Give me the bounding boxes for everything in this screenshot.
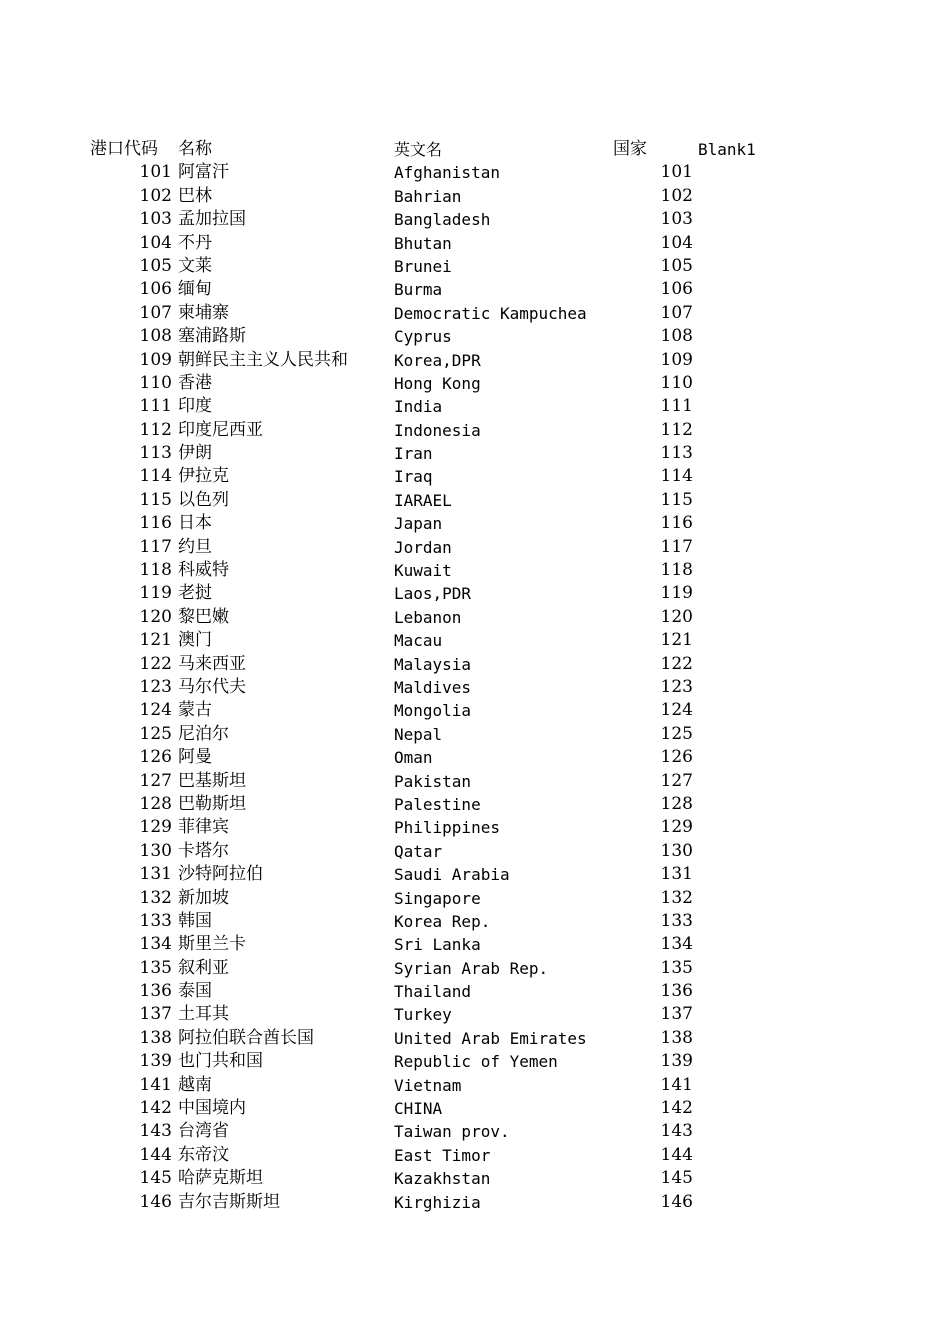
cell-name: 不丹	[178, 232, 212, 253]
cell-country: 105	[660, 255, 693, 276]
cell-code: 101	[139, 162, 172, 183]
cell-english: Brunei	[394, 256, 452, 276]
cell-name: 伊朗	[178, 443, 212, 464]
cell-name: 印度	[178, 396, 212, 417]
cell-code: 106	[139, 279, 172, 300]
cell-english: Republic of Yemen	[394, 1052, 558, 1072]
cell-code: 117	[139, 536, 172, 557]
cell-english: Cyprus	[394, 327, 452, 347]
cell-country: 143	[660, 1121, 693, 1142]
table-row	[0, 746, 950, 769]
cell-code: 121	[139, 630, 172, 651]
cell-name: 巴基斯坦	[178, 770, 246, 791]
cell-name: 巴林	[178, 185, 212, 206]
cell-name: 老挝	[178, 583, 212, 604]
cell-english: Hong Kong	[394, 373, 481, 393]
table-row	[0, 442, 950, 465]
cell-country: 120	[660, 606, 693, 627]
cell-name: 新加坡	[178, 887, 229, 908]
cell-country: 131	[660, 864, 693, 885]
cell-english: Lebanon	[394, 607, 462, 627]
cell-country: 124	[660, 700, 693, 721]
cell-code: 146	[139, 1191, 172, 1212]
cell-english: Iraq	[394, 467, 433, 487]
cell-name: 缅甸	[178, 279, 212, 300]
cell-code: 123	[139, 676, 172, 697]
header-name: 名称	[178, 139, 212, 159]
table-row	[0, 629, 950, 652]
cell-country: 119	[660, 583, 693, 604]
table-row	[0, 840, 950, 863]
cell-country: 115	[660, 489, 693, 510]
cell-code: 125	[139, 723, 172, 744]
table-row	[0, 349, 950, 372]
cell-code: 113	[139, 443, 172, 464]
cell-english: Democratic Kampuchea	[394, 303, 587, 323]
cell-code: 143	[139, 1121, 172, 1142]
table-row	[0, 208, 950, 231]
cell-name: 日本	[178, 513, 212, 534]
table-row	[0, 606, 950, 629]
cell-english: Vietnam	[394, 1075, 462, 1095]
port-code-sheet	[0, 138, 950, 1214]
table-row	[0, 559, 950, 582]
cell-english: Syrian Arab Rep.	[394, 958, 549, 978]
table-row	[0, 395, 950, 418]
cell-name: 越南	[178, 1074, 212, 1095]
cell-code: 139	[139, 1051, 172, 1072]
cell-english: Nepal	[394, 724, 443, 744]
table-row	[0, 536, 950, 559]
cell-english: Bhutan	[394, 233, 452, 253]
cell-code: 109	[139, 349, 172, 370]
cell-country: 111	[660, 396, 693, 417]
cell-name: 叙利亚	[178, 957, 229, 978]
cell-name: 香港	[178, 372, 212, 393]
cell-english: Pakistan	[394, 771, 472, 791]
cell-code: 118	[139, 560, 172, 581]
header-row	[0, 138, 950, 161]
cell-name: 尼泊尔	[178, 723, 229, 744]
cell-code: 110	[139, 372, 172, 393]
table-row	[0, 957, 950, 980]
cell-english: Turkey	[394, 1005, 452, 1025]
cell-country: 146	[660, 1191, 693, 1212]
cell-english: Jordan	[394, 537, 452, 557]
cell-country: 118	[660, 560, 693, 581]
cell-name: 黎巴嫩	[178, 606, 229, 627]
cell-code: 102	[139, 185, 172, 206]
cell-name: 泰国	[178, 981, 212, 1002]
cell-code: 124	[139, 700, 172, 721]
cell-name: 哈萨克斯坦	[178, 1168, 263, 1189]
cell-name: 科威特	[178, 560, 229, 581]
cell-country: 126	[660, 747, 693, 768]
cell-name: 阿拉伯联合酋长国	[178, 1027, 314, 1048]
cell-code: 132	[139, 887, 172, 908]
table-row	[0, 255, 950, 278]
cell-english: Maldives	[394, 677, 472, 697]
cell-english: Bahrian	[394, 186, 462, 206]
table-row	[0, 816, 950, 839]
cell-country: 142	[660, 1098, 693, 1119]
cell-code: 138	[139, 1027, 172, 1048]
cell-english: Singapore	[394, 888, 481, 908]
cell-english: Philippines	[394, 818, 500, 838]
cell-country: 145	[660, 1168, 693, 1189]
cell-code: 112	[139, 419, 172, 440]
header-blank: Blank1	[698, 140, 756, 159]
cell-name: 阿富汗	[178, 162, 229, 183]
cell-english: Kirghizia	[394, 1192, 481, 1212]
cell-name: 沙特阿拉伯	[178, 864, 263, 885]
table-row	[0, 1120, 950, 1143]
table-row	[0, 302, 950, 325]
table-row	[0, 980, 950, 1003]
cell-code: 111	[139, 396, 172, 417]
cell-code: 142	[139, 1098, 172, 1119]
cell-code: 136	[139, 981, 172, 1002]
cell-country: 106	[660, 279, 693, 300]
cell-code: 141	[139, 1074, 172, 1095]
table-row	[0, 582, 950, 605]
table-row	[0, 465, 950, 488]
cell-code: 137	[139, 1004, 172, 1025]
cell-name: 文莱	[178, 255, 212, 276]
cell-name: 孟加拉国	[178, 209, 246, 230]
cell-code: 133	[139, 910, 172, 931]
cell-code: 131	[139, 864, 172, 885]
table-row	[0, 887, 950, 910]
cell-country: 139	[660, 1051, 693, 1072]
table-row	[0, 1144, 950, 1167]
cell-country: 113	[660, 443, 693, 464]
cell-name: 以色列	[178, 489, 229, 510]
cell-english: Thailand	[394, 982, 472, 1002]
table-row	[0, 278, 950, 301]
table-row	[0, 1050, 950, 1073]
cell-country: 116	[660, 513, 693, 534]
cell-english: India	[394, 397, 443, 417]
cell-code: 120	[139, 606, 172, 627]
cell-name: 约旦	[178, 536, 212, 557]
cell-name: 韩国	[178, 910, 212, 931]
cell-english: United Arab Emirates	[394, 1028, 587, 1048]
table-row	[0, 699, 950, 722]
cell-code: 130	[139, 840, 172, 861]
header-code: 港口代码	[90, 139, 158, 159]
table-row	[0, 723, 950, 746]
table-row	[0, 863, 950, 886]
cell-country: 141	[660, 1074, 693, 1095]
cell-name: 柬埔寨	[178, 302, 229, 323]
cell-english: Laos,PDR	[394, 584, 472, 604]
cell-country: 144	[660, 1144, 693, 1165]
cell-code: 103	[139, 209, 172, 230]
cell-english: Korea Rep.	[394, 911, 491, 931]
table-row	[0, 512, 950, 535]
cell-name: 澳门	[178, 630, 212, 651]
table-row	[0, 1167, 950, 1190]
cell-english: Oman	[394, 748, 433, 768]
cell-code: 134	[139, 934, 172, 955]
cell-english: Taiwan prov.	[394, 1122, 510, 1142]
cell-name: 塞浦路斯	[178, 326, 246, 347]
cell-english: Saudi Arabia	[394, 865, 510, 885]
cell-english: IARAEL	[394, 490, 452, 510]
cell-english: Afghanistan	[394, 163, 500, 183]
cell-name: 吉尔吉斯斯坦	[178, 1191, 280, 1212]
cell-english: Korea,DPR	[394, 350, 481, 370]
cell-country: 127	[660, 770, 693, 791]
cell-country: 108	[660, 326, 693, 347]
cell-country: 136	[660, 981, 693, 1002]
cell-name: 也门共和国	[178, 1051, 263, 1072]
cell-name: 朝鲜民主主义人民共和	[178, 349, 348, 370]
cell-code: 129	[139, 817, 172, 838]
cell-country: 102	[660, 185, 693, 206]
cell-country: 104	[660, 232, 693, 253]
cell-code: 128	[139, 793, 172, 814]
cell-code: 116	[139, 513, 172, 534]
header-english: 英文名	[394, 140, 443, 159]
cell-english: Kuwait	[394, 561, 452, 581]
cell-english: Japan	[394, 514, 443, 534]
table-row	[0, 653, 950, 676]
cell-code: 107	[139, 302, 172, 323]
cell-english: Sri Lanka	[394, 935, 481, 955]
cell-country: 110	[660, 372, 693, 393]
table-row	[0, 1074, 950, 1097]
cell-code: 144	[139, 1144, 172, 1165]
cell-country: 134	[660, 934, 693, 955]
cell-country: 135	[660, 957, 693, 978]
cell-english: Qatar	[394, 841, 443, 861]
table-row	[0, 325, 950, 348]
cell-code: 108	[139, 326, 172, 347]
table-row	[0, 419, 950, 442]
cell-code: 135	[139, 957, 172, 978]
cell-name: 斯里兰卡	[178, 934, 246, 955]
cell-name: 印度尼西亚	[178, 419, 263, 440]
table-row	[0, 910, 950, 933]
cell-country: 117	[660, 536, 693, 557]
cell-name: 阿曼	[178, 747, 212, 768]
cell-country: 132	[660, 887, 693, 908]
cell-english: Macau	[394, 631, 443, 651]
table-row	[0, 770, 950, 793]
cell-country: 133	[660, 910, 693, 931]
table-row	[0, 1191, 950, 1214]
cell-country: 123	[660, 676, 693, 697]
table-row	[0, 489, 950, 512]
cell-name: 菲律宾	[178, 817, 229, 838]
cell-code: 104	[139, 232, 172, 253]
cell-english: Indonesia	[394, 420, 481, 440]
cell-code: 145	[139, 1168, 172, 1189]
cell-name: 土耳其	[178, 1004, 229, 1025]
cell-english: CHINA	[394, 1099, 443, 1119]
cell-name: 台湾省	[178, 1121, 229, 1142]
cell-english: Kazakhstan	[394, 1169, 491, 1189]
cell-english: Iran	[394, 444, 433, 464]
table-row	[0, 372, 950, 395]
cell-country: 128	[660, 793, 693, 814]
cell-country: 112	[660, 419, 693, 440]
cell-code: 119	[139, 583, 172, 604]
table-row	[0, 793, 950, 816]
cell-code: 105	[139, 255, 172, 276]
cell-country: 101	[660, 162, 693, 183]
cell-name: 巴勒斯坦	[178, 793, 246, 814]
cell-name: 东帝汶	[178, 1144, 229, 1165]
cell-code: 115	[139, 489, 172, 510]
cell-name: 卡塔尔	[178, 840, 229, 861]
data-rows	[0, 161, 950, 1214]
table-row	[0, 185, 950, 208]
cell-country: 103	[660, 209, 693, 230]
cell-country: 121	[660, 630, 693, 651]
cell-english: Malaysia	[394, 654, 472, 674]
table-row	[0, 933, 950, 956]
cell-name: 马来西亚	[178, 653, 246, 674]
cell-country: 138	[660, 1027, 693, 1048]
table-row	[0, 1027, 950, 1050]
cell-name: 中国境内	[178, 1098, 246, 1119]
header-country: 国家	[613, 139, 647, 159]
cell-country: 137	[660, 1004, 693, 1025]
cell-country: 109	[660, 349, 693, 370]
cell-english: Palestine	[394, 794, 481, 814]
cell-name: 蒙古	[178, 700, 212, 721]
cell-country: 114	[660, 466, 693, 487]
cell-english: East Timor	[394, 1145, 491, 1165]
cell-english: Burma	[394, 280, 443, 300]
cell-english: Bangladesh	[394, 210, 491, 230]
table-row	[0, 232, 950, 255]
cell-country: 130	[660, 840, 693, 861]
cell-code: 122	[139, 653, 172, 674]
cell-code: 127	[139, 770, 172, 791]
table-row	[0, 1097, 950, 1120]
cell-english: Mongolia	[394, 701, 472, 721]
table-row	[0, 161, 950, 184]
cell-country: 129	[660, 817, 693, 838]
cell-country: 125	[660, 723, 693, 744]
cell-name: 伊拉克	[178, 466, 229, 487]
cell-code: 126	[139, 747, 172, 768]
cell-name: 马尔代夫	[178, 676, 246, 697]
table-row	[0, 676, 950, 699]
cell-country: 107	[660, 302, 693, 323]
cell-code: 114	[139, 466, 172, 487]
table-row	[0, 1003, 950, 1026]
cell-country: 122	[660, 653, 693, 674]
